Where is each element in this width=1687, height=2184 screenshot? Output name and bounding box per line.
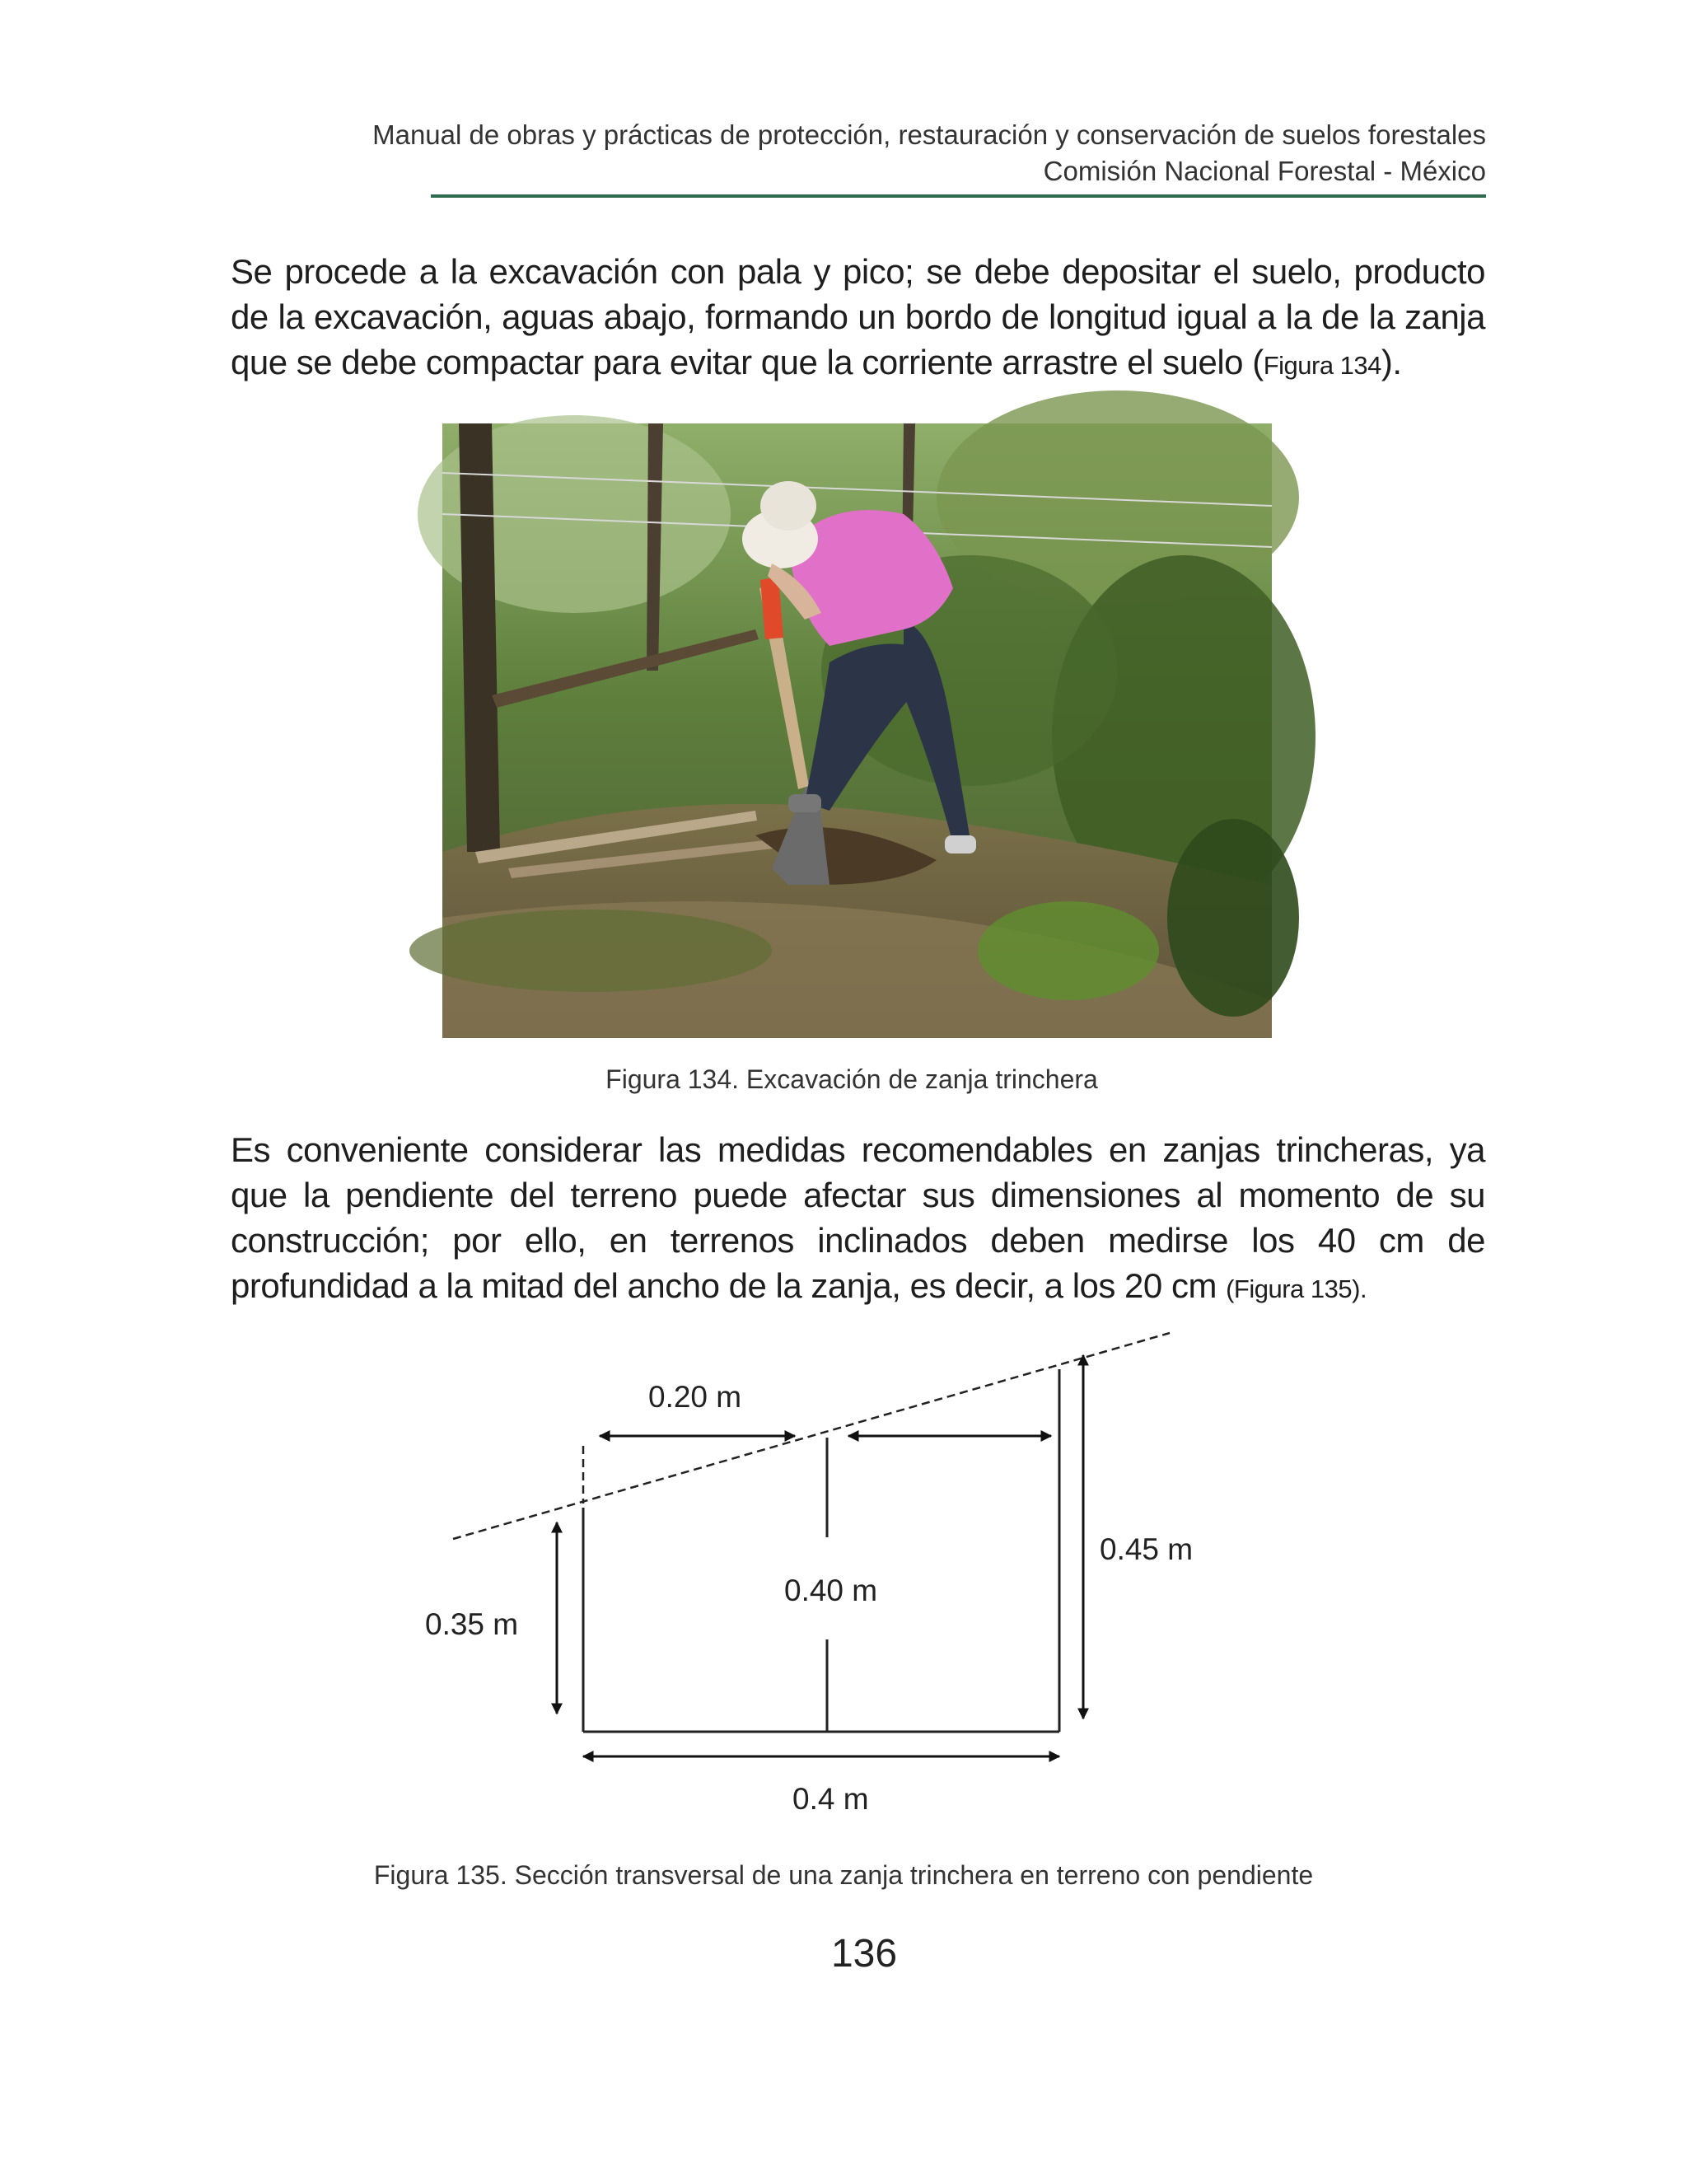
figure-135-caption: Figura 135. Sección transversal de una zanja trinchera en terreno con pendiente (373, 1860, 1314, 1890)
slope-line (453, 1333, 1170, 1539)
header-title: Manual de obras y prácticas de protección, restauración y conservación de suelos forestales (372, 119, 1486, 150)
half-width-label: 0.20 m (648, 1380, 742, 1414)
right-depth-label: 0.45 m (1100, 1532, 1194, 1566)
paragraph-text: Se procede a la excavación con pala y pico; se debe depositar el suelo, producto de la excavación, aguas abajo, formando un bordo de longitud igual a la de la zanja que se debe compactar para evitar que la corriente arrastre el suelo ( (231, 252, 1485, 381)
paragraph-excavation (231, 249, 1485, 388)
figure-134-caption: Figura 134. Excavación de zanja trinchera (605, 1064, 1098, 1094)
running-header (372, 117, 1486, 189)
figure-reference: (Figura 135). (1226, 1274, 1367, 1303)
figure-135-diagram (425, 1318, 1236, 1837)
width-label: 0.4 m (792, 1782, 869, 1816)
figure-reference: Figura 134 (1263, 351, 1381, 380)
page-number: 136 (830, 1932, 898, 1976)
figure-134-photo (442, 423, 1272, 1038)
paragraph-text: Es conveniente considerar las medidas recomendables en zanjas trincheras, ya que la pendiente del terreno puede afectar sus dimensiones al momento de su construcción; por ello, en terrenos inclinados deben medirse los 40 cm de profundidad a la mitad del ancho de la zanja, es decir, a los 20 cm (231, 1130, 1485, 1305)
mid-depth-label: 0.40 m (784, 1574, 878, 1607)
header-subtitle: Comisión Nacional Forestal - México (1043, 156, 1486, 186)
excavation-photo-illustration (442, 423, 1272, 1038)
header-divider (431, 194, 1486, 198)
paragraph-end: ). (1381, 343, 1402, 381)
left-depth-label: 0.35 m (425, 1607, 519, 1641)
paragraph-dimensions (231, 1127, 1485, 1312)
